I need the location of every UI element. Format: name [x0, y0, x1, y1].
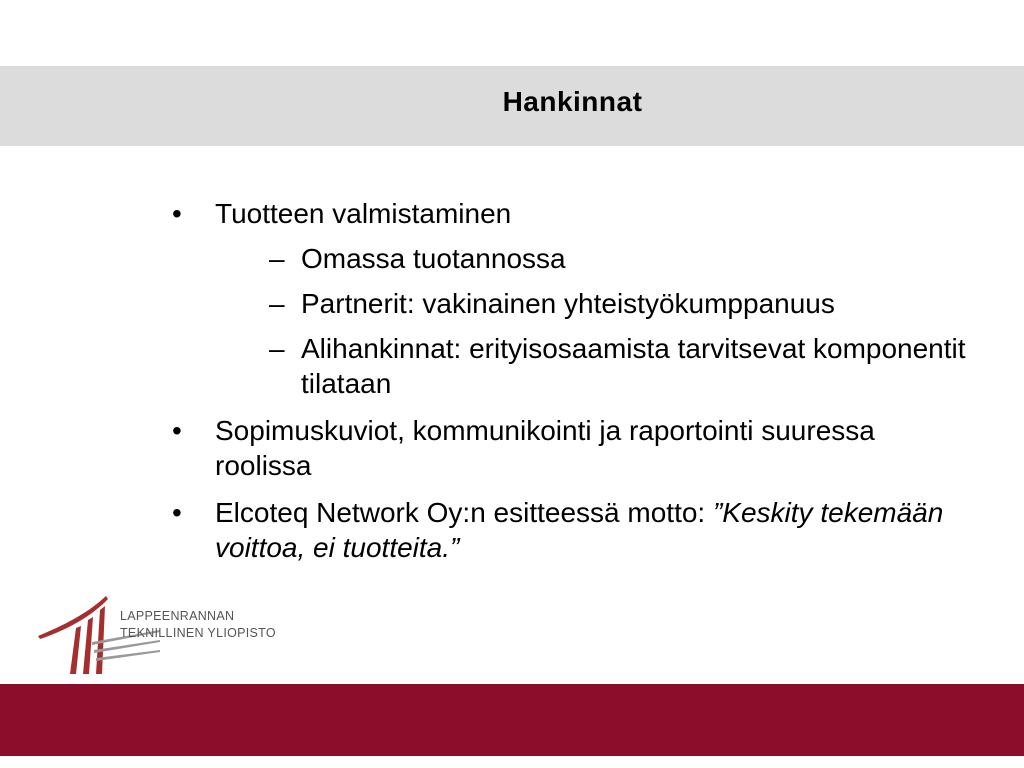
bullet-marker: •	[172, 198, 182, 229]
sub-list	[215, 241, 972, 401]
bullet-text: Sopimuskuviot, kommunikointi ja raportointi suuressa roolissa	[215, 415, 875, 481]
bullet-marker: •	[172, 497, 182, 528]
bullet-text: Elcoteq Network Oy:n esitteessä motto:	[215, 497, 713, 528]
sub-bullet-text: Alihankinnat: erityisosaamista tarvitsevat komponentit tilataan	[301, 333, 966, 399]
bullet-marker: •	[172, 415, 182, 446]
bullet-item	[172, 495, 972, 565]
bullet-item	[172, 196, 972, 401]
sub-bullet-text: Partnerit: vakinainen yhteistyökumppanuus	[301, 288, 835, 319]
bullet-item	[172, 413, 972, 483]
dash-marker: –	[269, 243, 285, 274]
university-name	[120, 608, 276, 642]
dash-marker: –	[269, 333, 285, 364]
sub-bullet-text: Omassa tuotannossa	[301, 243, 566, 274]
slide-content	[172, 196, 972, 565]
logo-line-2: TEKNILLINEN YLIOPISTO	[120, 626, 276, 640]
logo-gray-line	[96, 650, 160, 661]
logo-pillar	[83, 617, 93, 674]
logo-pillar	[70, 626, 81, 674]
bullet-text: Tuotteen valmistaminen	[215, 198, 512, 229]
logo-line-1: LAPPEENRANNAN	[120, 609, 235, 623]
dash-marker: –	[269, 288, 285, 319]
sub-bullet-item	[215, 241, 972, 276]
sub-bullet-item	[215, 286, 972, 321]
footer-band	[0, 684, 1024, 756]
slide-title: Hankinnat	[502, 86, 643, 117]
sub-bullet-item	[215, 331, 972, 401]
motto-quote: ”Keskity tekemään voittoa, ei tuotteita.”	[215, 497, 944, 563]
logo-swoosh	[38, 596, 108, 639]
